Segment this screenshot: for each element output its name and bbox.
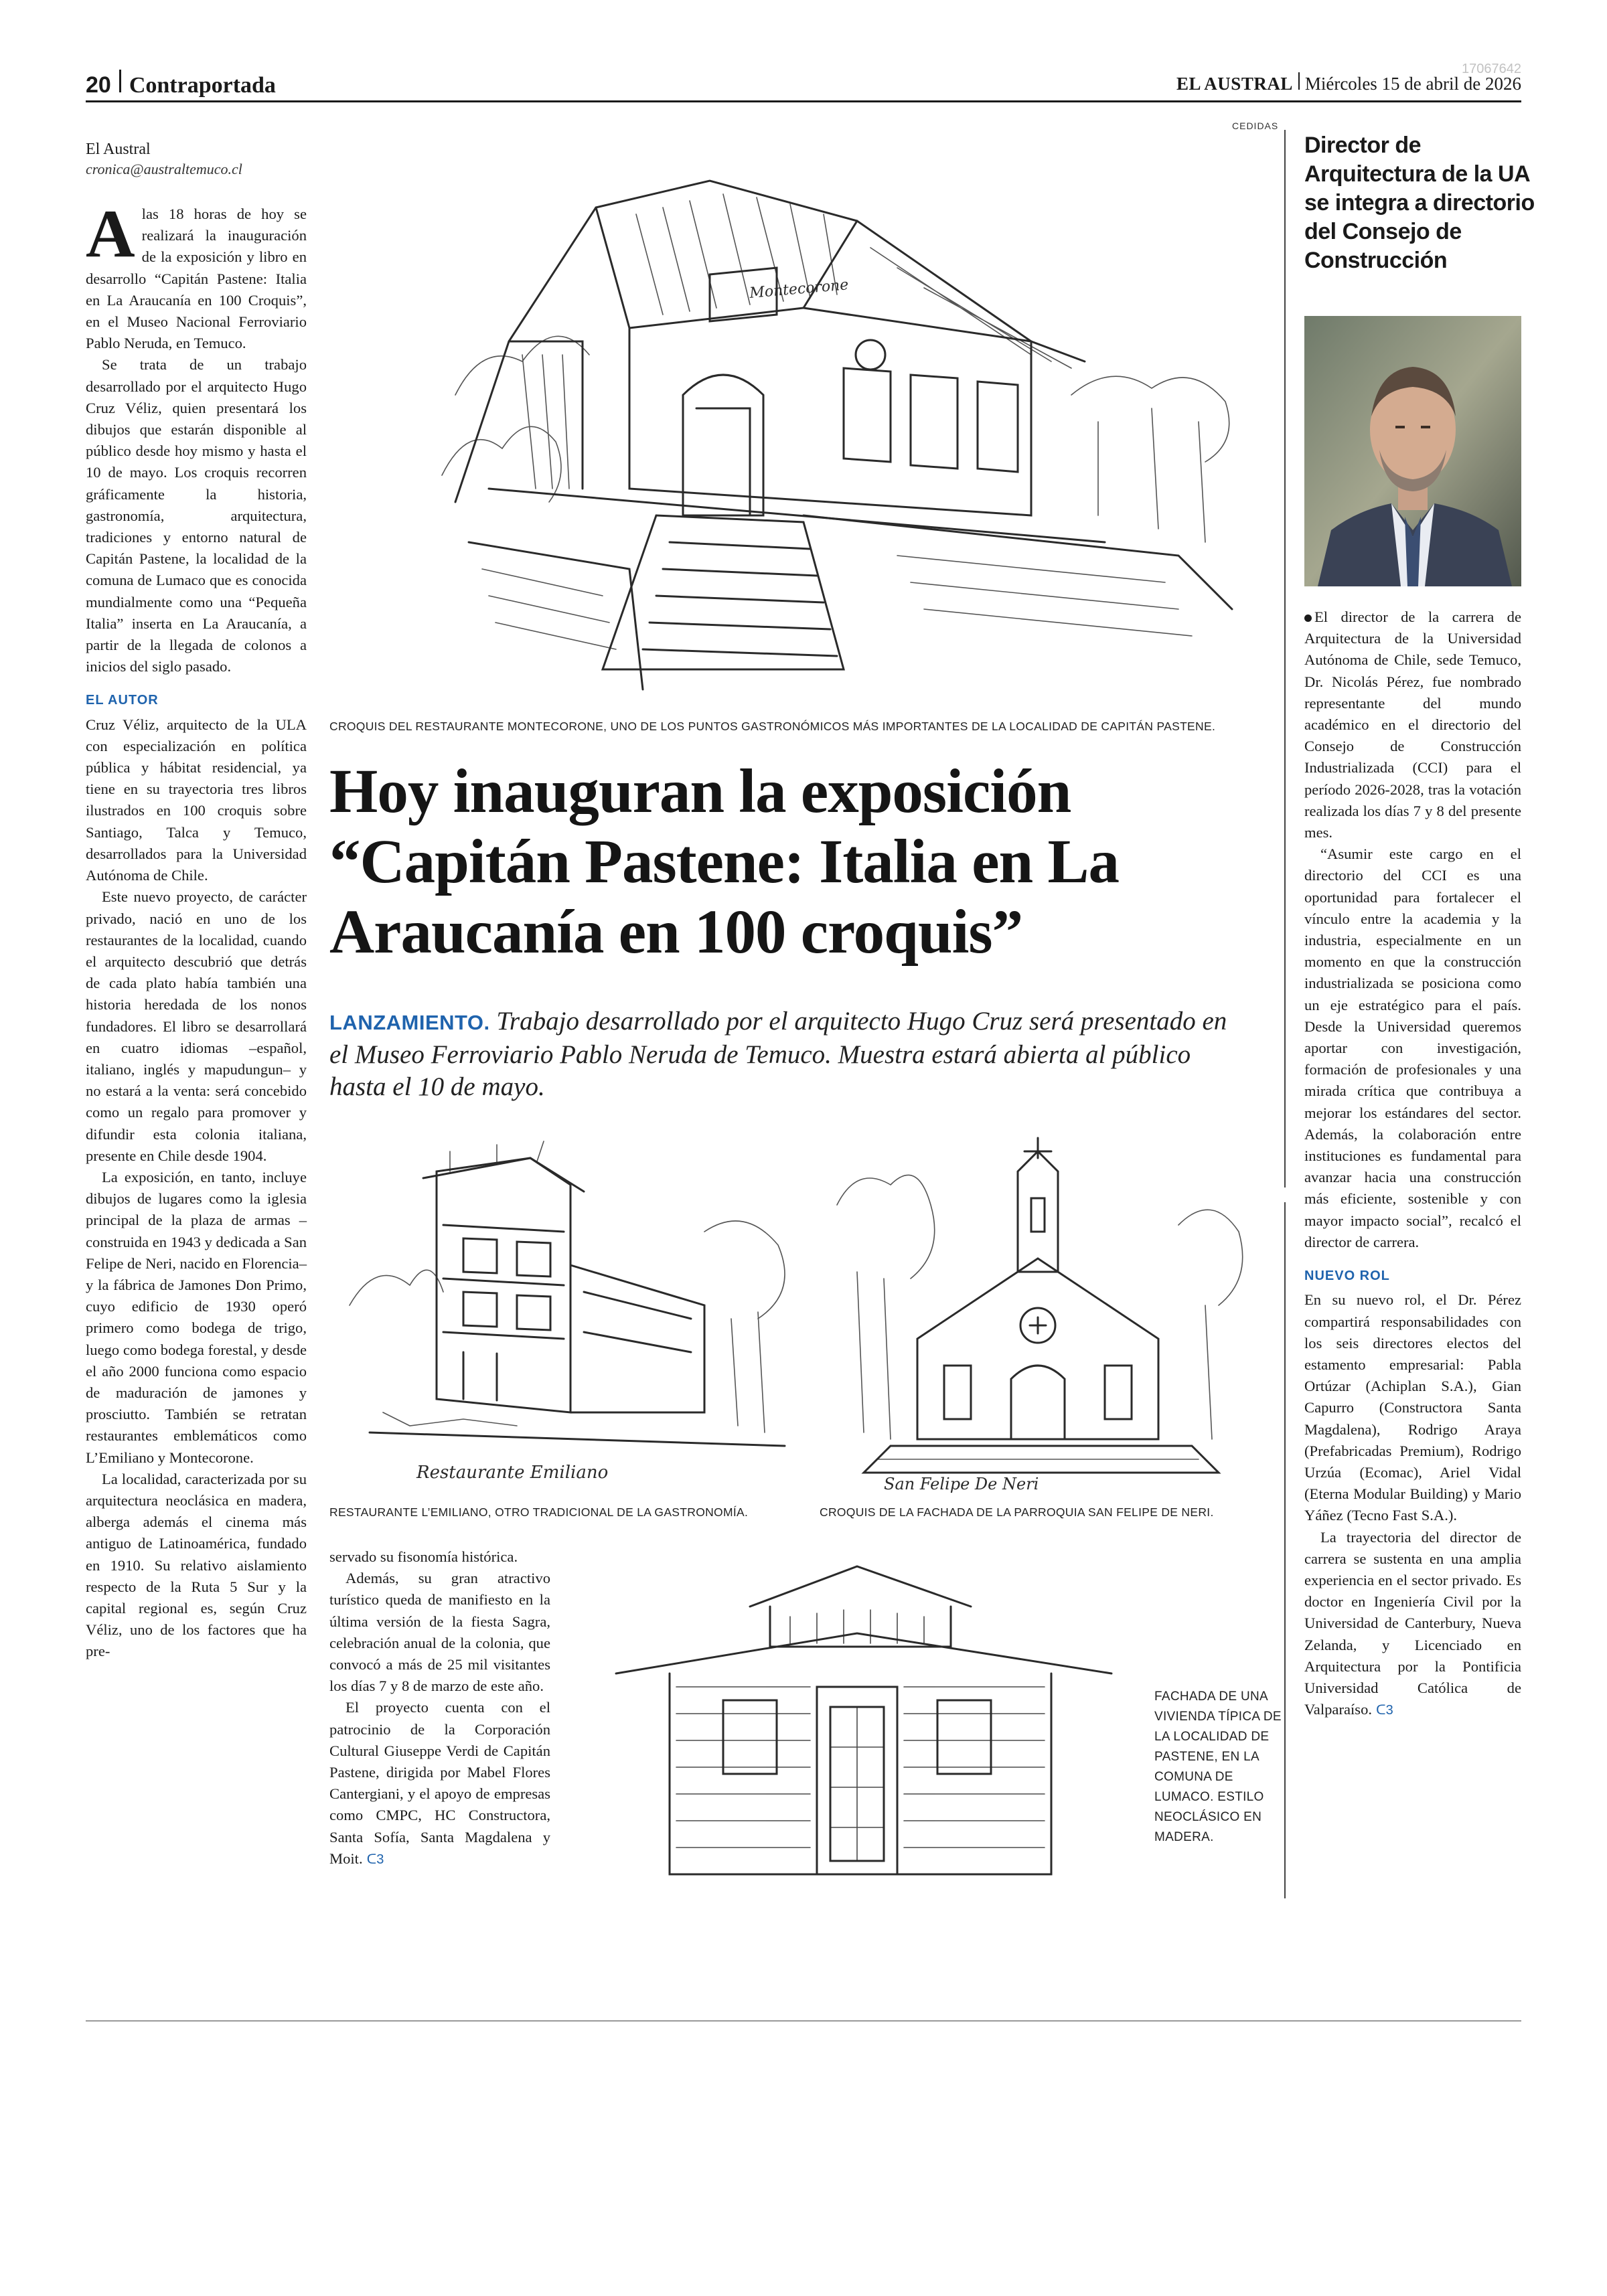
sketch-montecorone	[429, 141, 1252, 710]
sketch-house	[589, 1553, 1132, 1901]
article-paragraph: servado su fisonomía histórica.	[329, 1548, 518, 1565]
sidebar-paragraph: El director de la carrera de Arquitectura de la Universidad Autónoma de Chile, sede Temuco, Dr. Nicolás Pérez, fue nombrado representante del mundo académico en el directorio del Consejo de Construcción Industrializada (CCI) para el período 2026-2028, tras la votación realizada los días 7 y 8 del presente mes.	[1304, 608, 1521, 841]
end-mark: ᑕ3	[366, 1852, 384, 1867]
article-author: El Austral	[86, 141, 151, 158]
page-header-right	[1176, 72, 1521, 94]
subhead-author: EL AUTOR	[86, 693, 159, 708]
article-paragraph: El proyecto cuenta con el patrocinio de la Corporación Cultural Giuseppe Verdi de Capitán Pastene, dirigida por Mabel Flores Cantergiani, y el apoyo de empresas como CMPC, HC Constructora, Santa Sofía, Santa Magdalena y Moit. ᑕ3	[329, 1699, 550, 1867]
sketch-sign-text: Montecorone	[749, 276, 850, 302]
article-paragraph: La localidad, caracterizada por su arquitectura neoclásica en madera, alberga además el cinema más antiguo de Latinoamérica, fundado en 1910. Su relativo aislamiento respecto de la Ruta 5 Sur y la capital regional es, según Cruz Véliz, uno de los factores que ha pre-	[86, 1470, 307, 1660]
sidebar-paragraph: En su nuevo rol, el Dr. Pérez compartirá responsabilidades con los seis directores electos del estamento empresarial: Pabla Ortúzar (Achiplan S.A.), Gian Capurro (Constructora Santa Magdalena), Rodrigo Araya (Prefabricadas Premium), Rodrigo Urzúa (Ecomac), Ariel Vidal (Eterna Modular Building) y Mario Yáñez (Tecno Fast S.A.).	[1304, 1291, 1521, 1524]
lede-tag: LANZAMIENTO.	[329, 1011, 490, 1034]
header-separator-right	[1298, 72, 1300, 90]
header-rule	[86, 100, 1521, 102]
bullet-icon	[1304, 614, 1312, 622]
director-photo	[1304, 316, 1521, 586]
footer-rule	[86, 2020, 1521, 2022]
article-paragraph: La exposición, en tanto, incluye dibujos de lugares como la iglesia principal de la plaza de armas –construida en 1943 y dedicada a San Felipe de Neri, nacido en Florencia– y la fábrica de Jamones Don Primo, cuyo edificio de 1930 operó primero como bodega de trigo, luego como bodega forestal, y desde el año 2000 funciona como espacio de maduración de jamones y prosciutto. También se retratan restaurantes emblemáticos como L’Emiliano y Montecorone.	[86, 1168, 307, 1466]
sidebar-column	[1304, 606, 1521, 1721]
sidebar-subhead: NUEVO ROL	[1304, 1268, 1390, 1284]
header-separator	[119, 70, 121, 92]
sidebar-paragraph: La trayectoria del director de carrera se sustenta en una amplia experiencia en el sector privado. Es doctor en Ingeniería Civil por la Universidad de Canterbury, Nueva Zelanda, y Licenciado en Arquitectura por la Pontificia Universidad Católica de Valparaíso. ᑕ3	[1304, 1528, 1521, 1718]
caption-church: CROQUIS DE LA FACHADA DE LA PARROQUIA SAN FELIPE DE NERI.	[820, 1505, 1214, 1519]
sidebar-title: Director de Arquitectura de la UA se integra a directorio del Consejo de Construcción	[1304, 133, 1535, 273]
article-email: cronica@australtemuco.cl	[86, 161, 242, 177]
newspaper-brand: EL AUSTRAL	[1176, 74, 1293, 94]
article-paragraph: Cruz Véliz, arquitecto de la ULA con especialización en política pública y hábitat residencial, ya tiene en su trayectoria tres libros ilustrados en 100 croquis sobre Santiago, Talca y Temuco, desarrollados para la Universidad Autónoma de Chile.	[86, 716, 307, 884]
section-title: Contraportada	[129, 73, 276, 98]
sidebar-rule	[1284, 130, 1286, 1187]
article-paragraph: Además, su gran atractivo turístico queda de manifiesto en la última versión de la fiesta Sagra, celebración anual de la colonia, que convocó a más de 25 mil visitantes los días 7 y 8 de marzo de este año.	[329, 1570, 550, 1695]
photo-credit: CEDIDAS	[1232, 120, 1279, 131]
article-column-second	[329, 1546, 550, 1870]
article-column-left	[86, 139, 307, 1663]
sketch-church	[817, 1125, 1259, 1493]
article-headline: Hoy inauguran la exposición “Capitán Pastene: Italia en La Araucanía en 100 croquis”	[329, 757, 1119, 967]
article-paragraph-first: Alas 18 horas de hoy se realizará la inauguración de la exposición y libro en desarrollo “Capitán Pastene: Italia en La Araucanía en 100 Croquis”, en el Museo Nacional Ferroviario Pablo Neruda, en Temuco.	[86, 196, 307, 352]
drop-cap: A	[86, 196, 135, 272]
article-paragraph: Se trata de un trabajo desarrollado por el arquitecto Hugo Cruz Véliz, quien presentará los dibujos que estarán disponible al público desde hoy mismo y hasta el 10 de mayo. Los croquis recorren gráficamente la historia, gastronomía, arquitectura, tradiciones y entorno natural de Capitán Pastene, la localidad de la comuna de Lumaco que es conocida mundialmente como una “Pequeña Italia” inserta en La Araucanía, a partir de la llegada de colonos a inicios del siglo pasado.	[86, 356, 307, 675]
sketch-signature-church: San Felipe De Neri	[884, 1475, 1039, 1493]
sketch-emiliano	[329, 1131, 812, 1493]
page-number: 20	[86, 72, 111, 98]
sidebar-paragraph: “Asumir este cargo en el directorio del CCI es una oportunidad para fortalecer el vínculo entre la academia y la industria, especialmente en un momento en que la construcción industrializada se posiciona como un eje estratégico para el país. Desde la Universidad queremos aportar con investigación, formación de profesionales y una mirada crítica que contribuya a mejorar los estándares del sector. Además, la colaboración entre instituciones es fundamental para avanzar hacia una construcción más eficiente, sostenible y con mayor impacto social”, recalcó el director de carrera.	[1304, 845, 1521, 1250]
caption-house: FACHADA DE UNA VIVIENDA TÍPICA DE LA LOCALIDAD DE PASTENE, EN LA COMUNA DE LUMACO. ESTILO NEOCLÁSICO EN MADERA.	[1154, 1690, 1282, 1844]
article-paragraph: Este nuevo proyecto, de carácter privado, nació en uno de los restaurantes de la localidad, cuando el arquitecto descubrió que detrás de cada plato había también una historia heredada de los nonos fundadores. El libro se desarrollará en cuatro idiomas –español, italiano, inglés y mapudungun– y no estará a la venta: será concebido como un regalo para promover y difundir esta colonia italiana, presente en Chile desde 1904.	[86, 888, 307, 1164]
sketch-signature-emiliano: Restaurante Emiliano	[416, 1463, 609, 1483]
page-header-left	[86, 70, 276, 98]
article-lede	[329, 1005, 1233, 1103]
page-code: 17067642	[1462, 62, 1521, 76]
lede-text: Trabajo desarrollado por el arquitecto Hugo Cruz será presentado en el Museo Ferroviario Pablo Neruda de Temuco. Muestra estará abierta al público hasta el 10 de mayo.	[329, 1007, 1227, 1101]
caption-emiliano: RESTAURANTE L’EMILIANO, OTRO TRADICIONAL DE LA GASTRONOMÍA.	[329, 1505, 749, 1519]
end-mark: ᑕ3	[1376, 1703, 1393, 1718]
issue-date: Miércoles 15 de abril de 2026	[1304, 74, 1521, 94]
caption-montecorone: CROQUIS DEL RESTAURANTE MONTECORONE, UNO DE LOS PUNTOS GASTRONÓMICOS MÁS IMPORTANTES DE LA LOCALIDAD DE CAPITÁN PASTENE.	[329, 720, 1216, 733]
sidebar-rule-bottom	[1284, 1202, 1286, 1898]
